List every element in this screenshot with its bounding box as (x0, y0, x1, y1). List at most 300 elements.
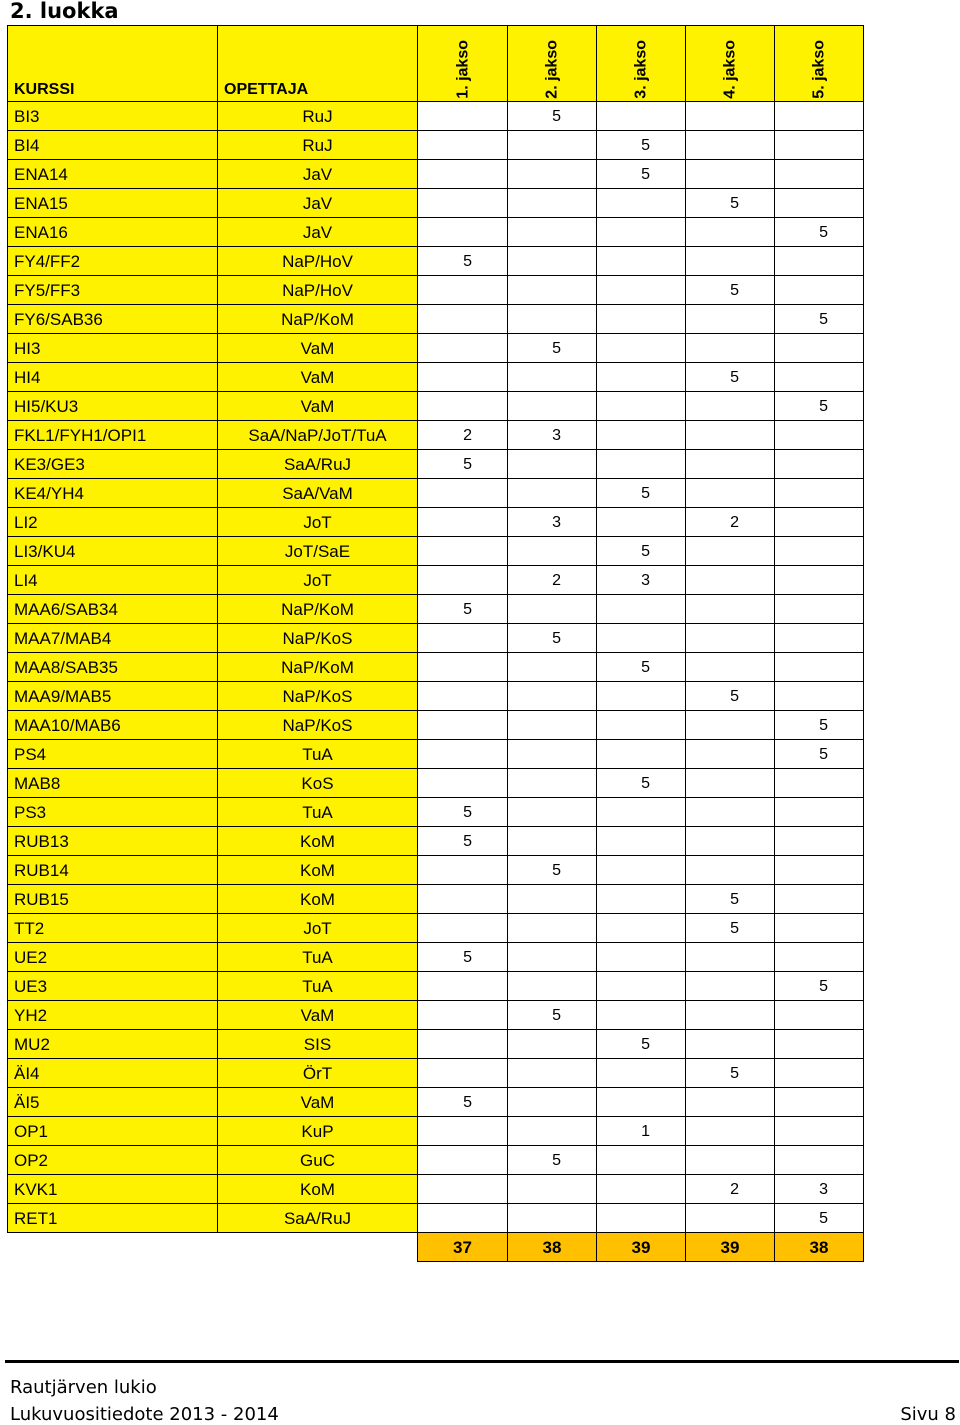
course-cell: MAB8 (8, 769, 218, 798)
credit-value: 5 (552, 107, 561, 125)
credit-value: 5 (552, 1006, 561, 1024)
teacher-cell: TuA (218, 740, 418, 769)
period-2-label: 2. jakso (543, 40, 561, 99)
teacher-cell: SaA/RuJ (218, 1204, 418, 1233)
period-1-cell (418, 218, 508, 247)
course-cell: ENA15 (8, 189, 218, 218)
period-3-cell (597, 276, 686, 305)
period-2-cell (508, 972, 597, 1001)
period-2-cell (508, 1088, 597, 1117)
table-row (8, 682, 864, 711)
header-period-3 (597, 26, 686, 102)
period-4-cell (686, 334, 775, 363)
credit-value: 5 (463, 803, 472, 821)
table-row (8, 566, 864, 595)
teacher-cell: TuA (218, 972, 418, 1001)
period-4-cell (686, 1059, 775, 1088)
table-row (8, 450, 864, 479)
period-2-cell (508, 160, 597, 189)
period-4-cell (686, 392, 775, 421)
period-2-cell (508, 1146, 597, 1175)
teacher-cell: ÖrT (218, 1059, 418, 1088)
teacher-cell: GuC (218, 1146, 418, 1175)
period-5-cell (775, 595, 864, 624)
teacher-cell: JoT (218, 914, 418, 943)
credit-value: 5 (730, 1064, 739, 1082)
header-period-5 (775, 26, 864, 102)
period-2-cell (508, 334, 597, 363)
period-4-cell (686, 189, 775, 218)
period-1-cell (418, 943, 508, 972)
credit-value: 5 (730, 687, 739, 705)
credit-value: 5 (463, 948, 472, 966)
period-5-cell (775, 218, 864, 247)
period-3-cell (597, 247, 686, 276)
period-2-cell (508, 276, 597, 305)
period-1-cell (418, 189, 508, 218)
period-3-label: 3. jakso (632, 40, 650, 99)
course-cell: BI4 (8, 131, 218, 160)
credit-value: 5 (819, 397, 828, 415)
period-2-cell (508, 102, 597, 131)
table-row (8, 363, 864, 392)
credit-value: 5 (730, 281, 739, 299)
period-5-cell (775, 1117, 864, 1146)
table-row (8, 1146, 864, 1175)
period-1-cell (418, 1059, 508, 1088)
course-cell: MAA10/MAB6 (8, 711, 218, 740)
period-5-cell (775, 740, 864, 769)
period-4-cell (686, 1030, 775, 1059)
table-row (8, 972, 864, 1001)
table-row (8, 1117, 864, 1146)
period-4-cell (686, 682, 775, 711)
period-2-cell (508, 247, 597, 276)
period-3-cell (597, 421, 686, 450)
teacher-cell: JoT/SaE (218, 537, 418, 566)
teacher-cell: SaA/NaP/JoT/TuA (218, 421, 418, 450)
period-4-cell (686, 131, 775, 160)
period-2-cell (508, 856, 597, 885)
credit-value: 3 (552, 426, 561, 444)
period-4-label: 4. jakso (721, 40, 739, 99)
teacher-cell: NaP/KoS (218, 682, 418, 711)
period-4-cell (686, 537, 775, 566)
period-3-cell (597, 160, 686, 189)
period-5-cell (775, 943, 864, 972)
period-5-cell (775, 885, 864, 914)
table-row (8, 740, 864, 769)
period-1-cell (418, 769, 508, 798)
period-2-cell (508, 1001, 597, 1030)
period-2-cell (508, 305, 597, 334)
period-1-cell (418, 479, 508, 508)
teacher-cell: JoT (218, 566, 418, 595)
period-2-cell (508, 624, 597, 653)
teacher-cell: TuA (218, 798, 418, 827)
footer-document-title: Lukuvuositiedote 2013 - 2014 (10, 1404, 279, 1425)
period-5-cell (775, 247, 864, 276)
teacher-cell: KuP (218, 1117, 418, 1146)
period-5-cell (775, 914, 864, 943)
period-4-cell (686, 914, 775, 943)
period-2-cell (508, 1059, 597, 1088)
table-row (8, 537, 864, 566)
period-4-cell (686, 1001, 775, 1030)
period-3-cell (597, 218, 686, 247)
teacher-cell: KoM (218, 827, 418, 856)
course-cell: RUB14 (8, 856, 218, 885)
period-3-cell (597, 972, 686, 1001)
teacher-cell: NaP/KoM (218, 595, 418, 624)
period-1-cell (418, 624, 508, 653)
period-2-cell (508, 711, 597, 740)
credit-value: 5 (641, 136, 650, 154)
course-cell: KE4/YH4 (8, 479, 218, 508)
period-4-cell (686, 1175, 775, 1204)
period-4-cell (686, 1117, 775, 1146)
credit-value: 5 (641, 542, 650, 560)
table-row (8, 769, 864, 798)
period-1-cell (418, 363, 508, 392)
credit-value: 5 (730, 368, 739, 386)
period-5-cell (775, 1204, 864, 1233)
period-3-cell (597, 653, 686, 682)
course-cell: FKL1/FYH1/OPI1 (8, 421, 218, 450)
period-1-cell (418, 1030, 508, 1059)
period-1-cell (418, 595, 508, 624)
course-cell: MAA9/MAB5 (8, 682, 218, 711)
credit-value: 2 (552, 571, 561, 589)
credit-value: 5 (463, 832, 472, 850)
period-5-cell (775, 769, 864, 798)
period-1-cell (418, 798, 508, 827)
period-2-cell (508, 479, 597, 508)
course-cell: LI4 (8, 566, 218, 595)
period-1-cell (418, 276, 508, 305)
period-1-cell (418, 1175, 508, 1204)
period-4-cell (686, 769, 775, 798)
period-2-cell (508, 1030, 597, 1059)
period-5-cell (775, 1059, 864, 1088)
period-3-cell (597, 827, 686, 856)
period-1-cell (418, 827, 508, 856)
period-5-cell (775, 479, 864, 508)
totals-spacer (8, 1233, 218, 1262)
table-row (8, 392, 864, 421)
table-row (8, 1059, 864, 1088)
period-5-cell (775, 508, 864, 537)
table-row (8, 421, 864, 450)
credit-value: 5 (463, 455, 472, 473)
period-3-cell (597, 943, 686, 972)
period-1-cell (418, 102, 508, 131)
period-5-cell (775, 827, 864, 856)
period-1-cell (418, 740, 508, 769)
period-1-cell (418, 1001, 508, 1030)
credit-value: 5 (819, 745, 828, 763)
table-row (8, 276, 864, 305)
page-title: 2. luokka (10, 0, 119, 23)
period-1-cell (418, 1088, 508, 1117)
header-period-4 (686, 26, 775, 102)
teacher-cell: SIS (218, 1030, 418, 1059)
period-3-cell (597, 740, 686, 769)
course-cell: BI3 (8, 102, 218, 131)
period-5-cell (775, 624, 864, 653)
period-5-cell (775, 856, 864, 885)
table-row (8, 798, 864, 827)
credit-value: 5 (730, 919, 739, 937)
teacher-cell: VaM (218, 363, 418, 392)
credit-value: 5 (463, 252, 472, 270)
table-row (8, 479, 864, 508)
period-2-cell (508, 508, 597, 537)
period-5-cell (775, 798, 864, 827)
course-cell: HI5/KU3 (8, 392, 218, 421)
course-cell: MAA6/SAB34 (8, 595, 218, 624)
period-1-cell (418, 450, 508, 479)
course-cell: TT2 (8, 914, 218, 943)
teacher-cell: KoM (218, 885, 418, 914)
period-4-cell (686, 972, 775, 1001)
table-row (8, 102, 864, 131)
period-3-cell (597, 102, 686, 131)
period-1-cell (418, 653, 508, 682)
credit-value: 5 (552, 339, 561, 357)
table-row (8, 653, 864, 682)
table-row (8, 1030, 864, 1059)
teacher-cell: NaP/KoM (218, 305, 418, 334)
teacher-cell: NaP/HoV (218, 247, 418, 276)
credit-value: 5 (641, 1035, 650, 1053)
table-row (8, 885, 864, 914)
period-3-cell (597, 682, 686, 711)
period-2-cell (508, 421, 597, 450)
table-row (8, 711, 864, 740)
table-row (8, 914, 864, 943)
teacher-cell: RuJ (218, 131, 418, 160)
period-4-cell (686, 798, 775, 827)
teacher-cell: KoS (218, 769, 418, 798)
period-1-cell (418, 1204, 508, 1233)
period-5-cell (775, 566, 864, 595)
period-5-cell (775, 1146, 864, 1175)
period-2-cell (508, 653, 597, 682)
period-2-cell (508, 827, 597, 856)
teacher-cell: KoM (218, 1175, 418, 1204)
total-period-4: 39 (686, 1233, 775, 1262)
period-4-cell (686, 479, 775, 508)
period-4-cell (686, 653, 775, 682)
period-1-cell (418, 305, 508, 334)
table-body (8, 102, 864, 1233)
teacher-cell: SaA/RuJ (218, 450, 418, 479)
period-1-cell (418, 885, 508, 914)
period-4-cell (686, 943, 775, 972)
period-3-cell (597, 1059, 686, 1088)
course-cell: ÄI5 (8, 1088, 218, 1117)
schedule-table (7, 25, 864, 1262)
totals-row (8, 1233, 864, 1262)
teacher-cell: VaM (218, 334, 418, 363)
course-cell: LI2 (8, 508, 218, 537)
course-cell: KVK1 (8, 1175, 218, 1204)
table-row (8, 131, 864, 160)
period-2-cell (508, 189, 597, 218)
period-1-cell (418, 421, 508, 450)
teacher-cell: NaP/HoV (218, 276, 418, 305)
total-period-3: 39 (597, 1233, 686, 1262)
period-2-cell (508, 943, 597, 972)
period-5-cell (775, 392, 864, 421)
period-4-cell (686, 1204, 775, 1233)
period-1-cell (418, 392, 508, 421)
course-cell: HI4 (8, 363, 218, 392)
period-3-cell (597, 189, 686, 218)
period-4-cell (686, 624, 775, 653)
period-2-cell (508, 537, 597, 566)
credit-value: 5 (641, 165, 650, 183)
period-5-cell (775, 421, 864, 450)
period-2-cell (508, 131, 597, 160)
period-3-cell (597, 334, 686, 363)
teacher-cell: RuJ (218, 102, 418, 131)
period-1-cell (418, 1146, 508, 1175)
header-course: KURSSI (8, 26, 218, 102)
period-5-cell (775, 334, 864, 363)
period-2-cell (508, 450, 597, 479)
period-1-cell (418, 914, 508, 943)
table-row (8, 334, 864, 363)
teacher-cell: TuA (218, 943, 418, 972)
period-3-cell (597, 769, 686, 798)
teacher-cell: VaM (218, 1088, 418, 1117)
period-3-cell (597, 537, 686, 566)
period-2-cell (508, 566, 597, 595)
period-5-cell (775, 653, 864, 682)
period-5-cell (775, 363, 864, 392)
period-2-cell (508, 885, 597, 914)
table-row (8, 247, 864, 276)
credit-value: 5 (730, 194, 739, 212)
header-teacher: OPETTAJA (218, 26, 418, 102)
teacher-cell: NaP/KoM (218, 653, 418, 682)
footer-divider (5, 1360, 959, 1363)
period-3-cell (597, 1175, 686, 1204)
period-5-cell (775, 537, 864, 566)
period-2-cell (508, 740, 597, 769)
table-row (8, 305, 864, 334)
period-4-cell (686, 1088, 775, 1117)
period-5-cell (775, 450, 864, 479)
credit-value: 5 (463, 1093, 472, 1111)
period-1-cell (418, 682, 508, 711)
period-3-cell (597, 392, 686, 421)
period-5-cell (775, 972, 864, 1001)
period-3-cell (597, 363, 686, 392)
period-2-cell (508, 218, 597, 247)
totals-spacer (218, 1233, 418, 1262)
credit-value: 2 (730, 1180, 739, 1198)
course-cell: UE3 (8, 972, 218, 1001)
period-3-cell (597, 798, 686, 827)
course-cell: ÄI4 (8, 1059, 218, 1088)
period-3-cell (597, 508, 686, 537)
period-3-cell (597, 566, 686, 595)
period-1-cell (418, 508, 508, 537)
period-5-cell (775, 1088, 864, 1117)
header-row (8, 26, 864, 102)
period-4-cell (686, 305, 775, 334)
header-period-1 (418, 26, 508, 102)
period-3-cell (597, 856, 686, 885)
table-row (8, 1204, 864, 1233)
table-row (8, 943, 864, 972)
period-3-cell (597, 595, 686, 624)
total-period-2: 38 (508, 1233, 597, 1262)
table-row (8, 1001, 864, 1030)
course-cell: YH2 (8, 1001, 218, 1030)
footer-school-name: Rautjärven lukio (10, 1377, 157, 1398)
table-row (8, 856, 864, 885)
credit-value: 5 (552, 861, 561, 879)
period-4-cell (686, 856, 775, 885)
credit-value: 5 (463, 600, 472, 618)
period-1-cell (418, 566, 508, 595)
course-cell: RUB13 (8, 827, 218, 856)
table-row (8, 1088, 864, 1117)
period-3-cell (597, 450, 686, 479)
period-4-cell (686, 566, 775, 595)
period-3-cell (597, 624, 686, 653)
period-5-cell (775, 1030, 864, 1059)
period-1-cell (418, 537, 508, 566)
period-4-cell (686, 102, 775, 131)
footer-page-number: Sivu 8 (900, 1404, 956, 1425)
total-period-1: 37 (418, 1233, 508, 1262)
period-4-cell (686, 885, 775, 914)
period-2-cell (508, 682, 597, 711)
course-cell: MU2 (8, 1030, 218, 1059)
course-cell: MAA7/MAB4 (8, 624, 218, 653)
course-cell: ENA16 (8, 218, 218, 247)
credit-value: 5 (819, 310, 828, 328)
period-4-cell (686, 363, 775, 392)
period-1-label: 1. jakso (454, 40, 471, 99)
period-2-cell (508, 1117, 597, 1146)
course-cell: OP1 (8, 1117, 218, 1146)
credit-value: 3 (552, 513, 561, 531)
period-4-cell (686, 160, 775, 189)
credit-value: 5 (819, 716, 828, 734)
table-row (8, 624, 864, 653)
course-cell: MAA8/SAB35 (8, 653, 218, 682)
period-3-cell (597, 479, 686, 508)
credit-value: 5 (730, 890, 739, 908)
credit-value: 5 (819, 977, 828, 995)
credit-value: 3 (819, 1180, 828, 1198)
period-1-cell (418, 856, 508, 885)
period-4-cell (686, 218, 775, 247)
period-4-cell (686, 450, 775, 479)
table-row (8, 189, 864, 218)
period-3-cell (597, 914, 686, 943)
period-1-cell (418, 1117, 508, 1146)
course-cell: RET1 (8, 1204, 218, 1233)
period-3-cell (597, 305, 686, 334)
period-5-cell (775, 160, 864, 189)
